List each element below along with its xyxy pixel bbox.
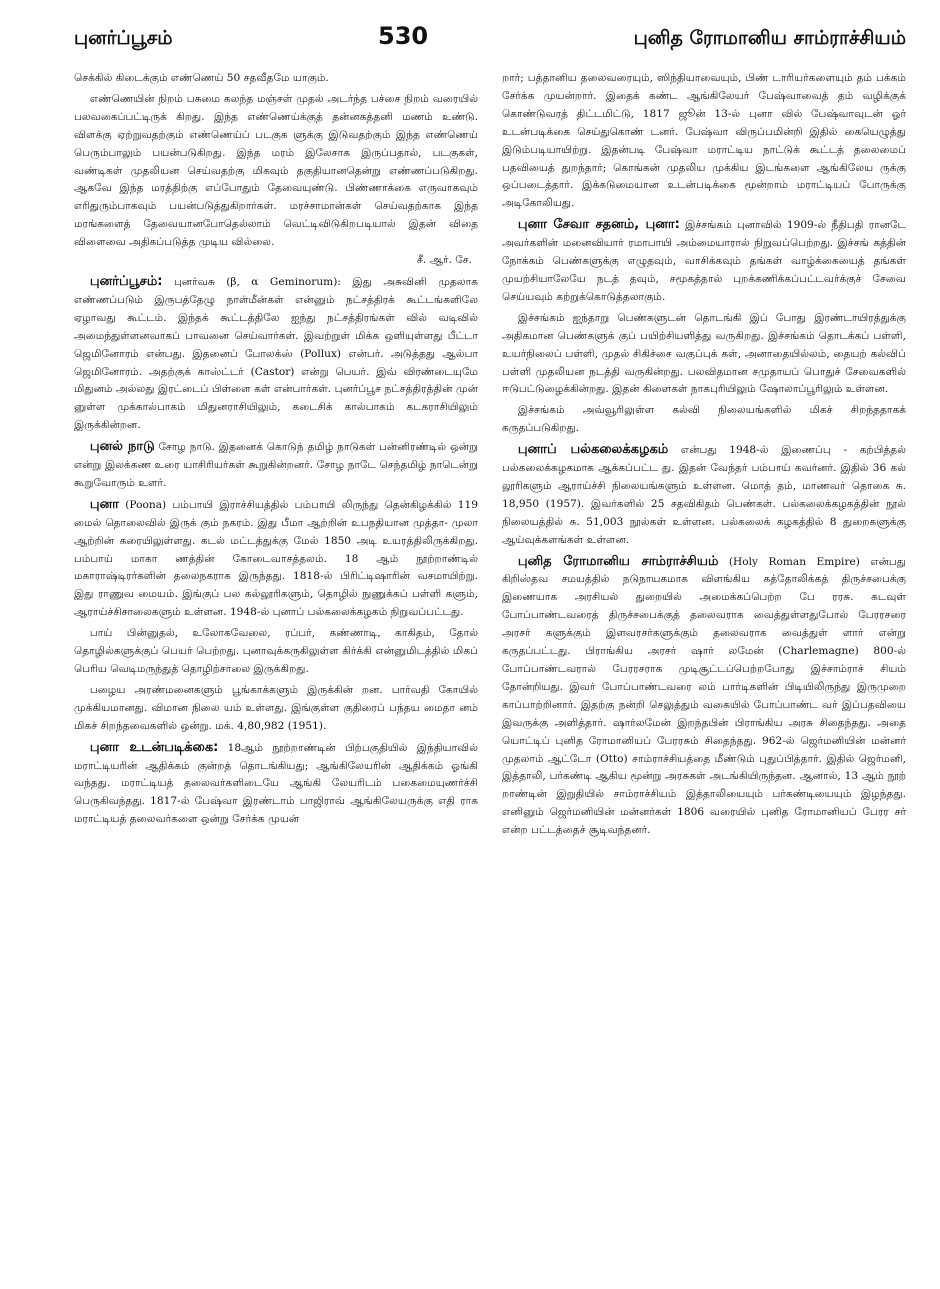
running-head-left: புனர்ப்பூசம் <box>74 27 173 49</box>
entry-paragraph <box>74 739 478 830</box>
entry-heading: புனா <box>89 496 119 512</box>
entry-paragraph <box>502 553 906 841</box>
running-head-right: புனித ரோமானிய சாம்ராச்சியம் <box>633 27 906 49</box>
entry-heading: புனல் நாடு <box>89 439 155 455</box>
entry-paragraph <box>502 216 906 307</box>
right-column <box>502 70 906 843</box>
entry-text: என்பது 1948-ல் இணைப்பு - கற்பித்தல் பல்கலைக்கழகமாக ஆக்கப்பட்ட து. இதன் வேந்தர் பம்பாய் கவர்னர். இதில் 36 கல் லூரிகளும் ஆராய்ச்சி நிலையங்களும் உள்ளன. மொத் தம், மாணவர் தொகை சு. 18,950 (1957). இவர்களில் 25 சதவிகிதம் பெண்கள். பல்கலைக்கழகத்தின் நூல் நிலையத்தில் சு. 51,003 நூல்கள் உள்ளன. பல்கலைக் கழகத்தில் 8 துறைகளுக்கு ஆய்வுக்களங்கள் உள்ளன. <box>502 444 907 546</box>
entry-heading: புனா சேவா சதனம், புனா: <box>517 217 680 233</box>
left-column <box>74 70 478 843</box>
entry-heading: புனாப் பல்கலைக்கழகம் <box>517 442 669 458</box>
paragraph: பழைய அரண்மனைகளும் பூங்காக்களும் இருக்கின் றன. பார்வதி கோயில் முக்கியமானது. விமான நிலை யம் உள்ளது. இங்குள்ள குதிரைப் பந்தய மைதா னம் மிகச் சிறந்தவைகளில் ஒன்று. மக். 4,80,982 (1951). <box>74 683 478 732</box>
paragraph: இச்சங்கம் ஐந்தாறு பெண்களுடன் தொடங்கி இப் போது இரண்டாயிரத்துக்கு அதிகமான பெண்களுக் குப் பயிற்சியளித்து வருகிறது. இச்சங்கம் தொடக்கப் பள்ளி, உயர்நிலைப் பள்ளி, முதல் சிகிச்சை வகுப்புக் கள், அனாதையில்லம், தையற் கல்விப் பள்ளி முதலியன நடத்தி வருகின்றது. பலவிதமான சமுதாயப் பொதுச் சேவைகளில் ஈடுபட்டுழைக்கின்றது. இதன் கிளைகள் நாகபுரியிலும் ஷோலாப்பூரிலும் உள்ளன. <box>502 311 906 396</box>
entry-text: (Holy Roman Empire) என்பது கிறிஸ்தவ சமயத்தில் நடுநாயகமாக விளங்கிய கத்தோலிக்கத் திருச்சபைக்கு இணையாக அரசியல் துறையில் அமைக்கப்பெற்ற பே ரரசு. கடவுள் போப்பாண்டவரைத் திருச்சபைக்குத் தலைவராக வைத்துள்ளதுபோல் பேரரசரை அரசர் களுக்கும் இளவரசர்களுக்கும் தலைவராக வைத்துள் ளார் என்று கருதப்பட்டது. பிராங்கிய அரசர் ஷார் லமேன் (Charlemagne) 800-ல் போப்பாண்டவரால் பேரரசராக முடிசூட்டப்பெற்றபோது இச்சாம்ராச் சியம் தோன்றியது. இவர் போப்பாண்டவரை லம் பார்டிகளின் பிடியிலிருந்து இருமுறை காப்பாற்றினார். இதற்கு நன்றி செலுத்தும் வகையில் போப்பாண்ட வர் இப்பதவியை இவருக்கு அளித்தார். ஷார்லமேன் இறந்தபின் பிராங்கிய அரசு சிதைந்தது. அதை யொட்டிப் புனித ரோமானியப் பேரரசும் சிதைந்தது. 962-ல் ஜெர்மனியின் மன்னர் முதலாம் ஆட்டோ (Otto) சாம்ராச்சியத்தை மீண்டும் புதுப்பித்தார். இதில் ஜெர்மனி, இத்தாலி, பர்கண்டி ஆகிய மூன்று அரசுகள் அடங்கியிருந்தன. ஆனால், 13 ஆம் நூற் றாண்டின் இறுதியில் சாம்ராச்சியம் இத்தாலியையும் பர்கண்டியையும் இழந்தது. எனினும் ஜெர்மனியின் மன்னர்கள் 1806 வரையில் புனித ரோமானியப் பேரர சர் என்ற பட்டத்தைச் சூடிவந்தனர். <box>502 555 906 837</box>
paragraph: பாய் பின்னுதல், உலோகவேலை, ரப்பர், கண்ணாடி, காகிதம், தோல் தொழில்களுக்குப் பெயர் பெற்றது. புனாவுக்கருகிலுள்ள கிர்க்கி என்னுமிடத்தில் மிகப் பெரிய வெடிமருந்துத் தொழிற்சாலை இருக்கிறது. <box>74 627 478 675</box>
entry-text: (Poona) பம்பாயி இராச்சியத்தில் பம்பாயி லிருந்து தென்கிழக்கில் 119 மைல் தொலைவில் இருக் கும் நகரம். இது பீமா ஆற்றின் உபநதியான முத்தா- முலா ஆற்றின் கரையிலுள்ளது. கடல் மட்டத்துக்கு மேல் 1850 அடி உயரத்திலிருக்கிறது. பம்பாய் மாகா ணத்தின் கோடைவாசத்தலம். 18 ஆம் நூற்றாண்டில் மகாராஷ்டிரர்களின் தலைநகராக இருந்தது. 1818-ல் பிரிட்டிஷாரின் வசமாயிற்று. இது ராணுவ மையம். இங்குப் பல கல்லூரிகளும், தொழில் நுணுக்கப் பள்ளி களும், ஆராய்ச்சிசாலைகளும் உள்ளன. 1948-ல் புனாப் பல்கலைக்கழகம் நிறுவப்பட்டது. <box>74 498 478 619</box>
entry-paragraph <box>74 496 478 622</box>
paragraph: றார்; பத்தானிய தலைவரையும், ஸிந்தியாவையும், பிண் டாரியர்களையும் தம் பக்கம் சேர்க்க முயன்றார். இதைக் கண்ட ஆங்கிலேயர் பேஷ்வாவைத் தம் வழிக்குக் கொண்டுவரத் திட்டமிட்டு, 1817 ஜூன் 13-ல் புனா வில் பேஷ்வாவுடன் ஓர் உடன்படிக்கை செய்துகொண் டனர். பேஷ்வா விருப்பமின்றி இதில் கையெழுத்து இடும்படியாயிற்று. இதன்படி பேஷ்வா மராட்டிய நாட்டுக் கூட்டத் தலைமைப் பதவியைத் துறந்தார்; கொங்கன் முதலிய முக்கிய இடங்களை ஆங்கிலேய ருக்கு ஒப்படைத்தார். இக்கடுமையான உடன்படிக்கை மூன்றாம் மராட்டியப் போருக்கு அடிகோலியது. <box>502 72 906 210</box>
entry-heading: புனர்ப்பூசம்: <box>89 273 163 289</box>
page-header <box>74 22 906 70</box>
author-signature: சீ. ஆர். சே. <box>416 254 472 267</box>
entry-heading: புனா உடன்படிக்கை: <box>89 739 219 755</box>
entry-paragraph <box>74 273 478 435</box>
entry-heading: புனித ரோமானிய சாம்ராச்சியம் <box>517 553 719 569</box>
entry-paragraph <box>74 438 478 493</box>
entry-text: இச்சங்கம் புனாவில் 1909-ல் நீதிபதி ரானடே அவர்களின் மனைவியார் ரமாபாயி அம்மையாரால் நிறுவப்பெற்றது. இச்சங் கத்தின் நோக்கம் பெண்களுக்கு எழுதவும், வாசிக்கவும் தங்கள் வாழ்க்கையைத் தங்கள் முயற்சியாலேயே நடத் தவும், சமூகத்தால் புறக்கணிக்கப்பட்டவர்க்குச் சேவை செய்யவும் கற்றுக்கொடுத்தலாகும். <box>502 219 906 303</box>
text-columns <box>74 70 906 843</box>
entry-text: புனர்வசு (β, α Geminorum): இது அசுவினி முதலாக எண்ணப்படும் இருபத்தேழு நாள்மீன்கள் என்னும் நட்சத்திரக் கூட்டங்களிலே ஏழாவது கூட்டம். இந்தக் கூட்டத்திலே ஐந்து நட்சத்திரங்கள் வில் வடிவில் அமைந்துள்ளனவாகப் பாவனை செய்வார்கள். இவற்றுள் மிக்க ஒளியுள்ளது பீட்டா ஜெமினோரம் என்பது. இதனைப் போலக்ஸ் (Pollux) என்பர். அடுத்தது ஆல்பா ஜெமினோரம். அதற்குக் காஸ்ட்டர் (Castor) என்று பெயர். இவ் விரண்டையுமே மிதுனம் அல்லது இரட்டைப் பிள்ளை கள் என்பார்கள். புனர்ப்பூச நட்சத்திரத்தின் முன் னுள்ள முக்கால்பாகம் மிதுனராசியிலும், கடைசிக் கால்பாகம் கடகராசியிலும் இருக்கின்றன. <box>74 275 478 432</box>
paragraph: செக்கில் கிடைக்கும் எண்ணெய் 50 சதவீதமே யாகும். <box>74 72 329 84</box>
entry-text: சோழ நாடு. இதனைக் கொடுந் தமிழ் நாடுகள் பன்னிரண்டில் ஒன்று என்று இலக்கண உரை யாசிரியர்கள் கூறுகின்றனர். சோழ நாடே செந்தமிழ் நாடென்று கூறுவோரும் உளர். <box>74 441 478 489</box>
paragraph-text: எண்ணெயின் நிறம் பசுமை கலந்த மஞ்சள் முதல் அடர்ந்த பச்சை நிறம் வரையில் பலவகைப்பட்டிருக் கிறது. இந்த எண்ணெய்க்குத் தன்னகத்தனி மணம் உண்டு. விளக்கு ஏற்றுவதற்கும் எண்ணெய்ப் படகுக ளுக்கு இடுவதற்கும் இந்த எண்ணெய் பெரும்பாலும் பயன்படுகிறது. இந்த மரம் இலேசாக இருப்பதால், படகுகள், வண்டிகள் முதலியன செய்வதற்கு மிகவும் தகுதியானதென்று எண்ணப்படுகிறது. ஆகவே இந்த மரத்திற்கு எப்போதும் தேவையுண்டு. பிண்ணாக்கை எருவாகவும் எரிதுரும்பாகவும் பயன்படுத்துகிறார்கள். மரச்சாமான்கள் செய்வதற்காக இந்த மரங்களைத் தேவையானபோதெல்லாம் வெட்டிவிடுகிறபடியால் இதன் விதை விளைவை அதிகப்படுத்த முடிய வில்லை. <box>74 92 478 249</box>
entry-text: 18ஆம் நூற்றாண்டின் பிற்பகுதியில் இந்தியாவில் மராட்டியரின் ஆதிக்கம் குன்றத் தொடங்கியது; ஆங்கிலேயரின் ஆதிக்கம் ஓங்கி வந்தது. மராட்டியத் தலைவர்களிடையே ஆங்கி லேயரிடம் பகைமையுணர்ச்சி பெருகிவந்தது. 1817-ல் பேஷ்வா இரண்டாம் பாஜிராவ் ஆங்கிலேயருக்கு எதி ராக மராட்டியத் தலைவர்களை ஒன்று சேர்க்க முயன் <box>74 741 478 826</box>
page-number: 530 <box>378 22 429 50</box>
paragraph: இச்சங்கம் அவ்வூரிலுள்ள கல்வி நிலையங்களில் மிகச் சிறந்ததாகக் கருதப்படுகிறது. <box>502 404 906 435</box>
paragraph <box>74 91 478 270</box>
entry-paragraph <box>502 441 906 549</box>
